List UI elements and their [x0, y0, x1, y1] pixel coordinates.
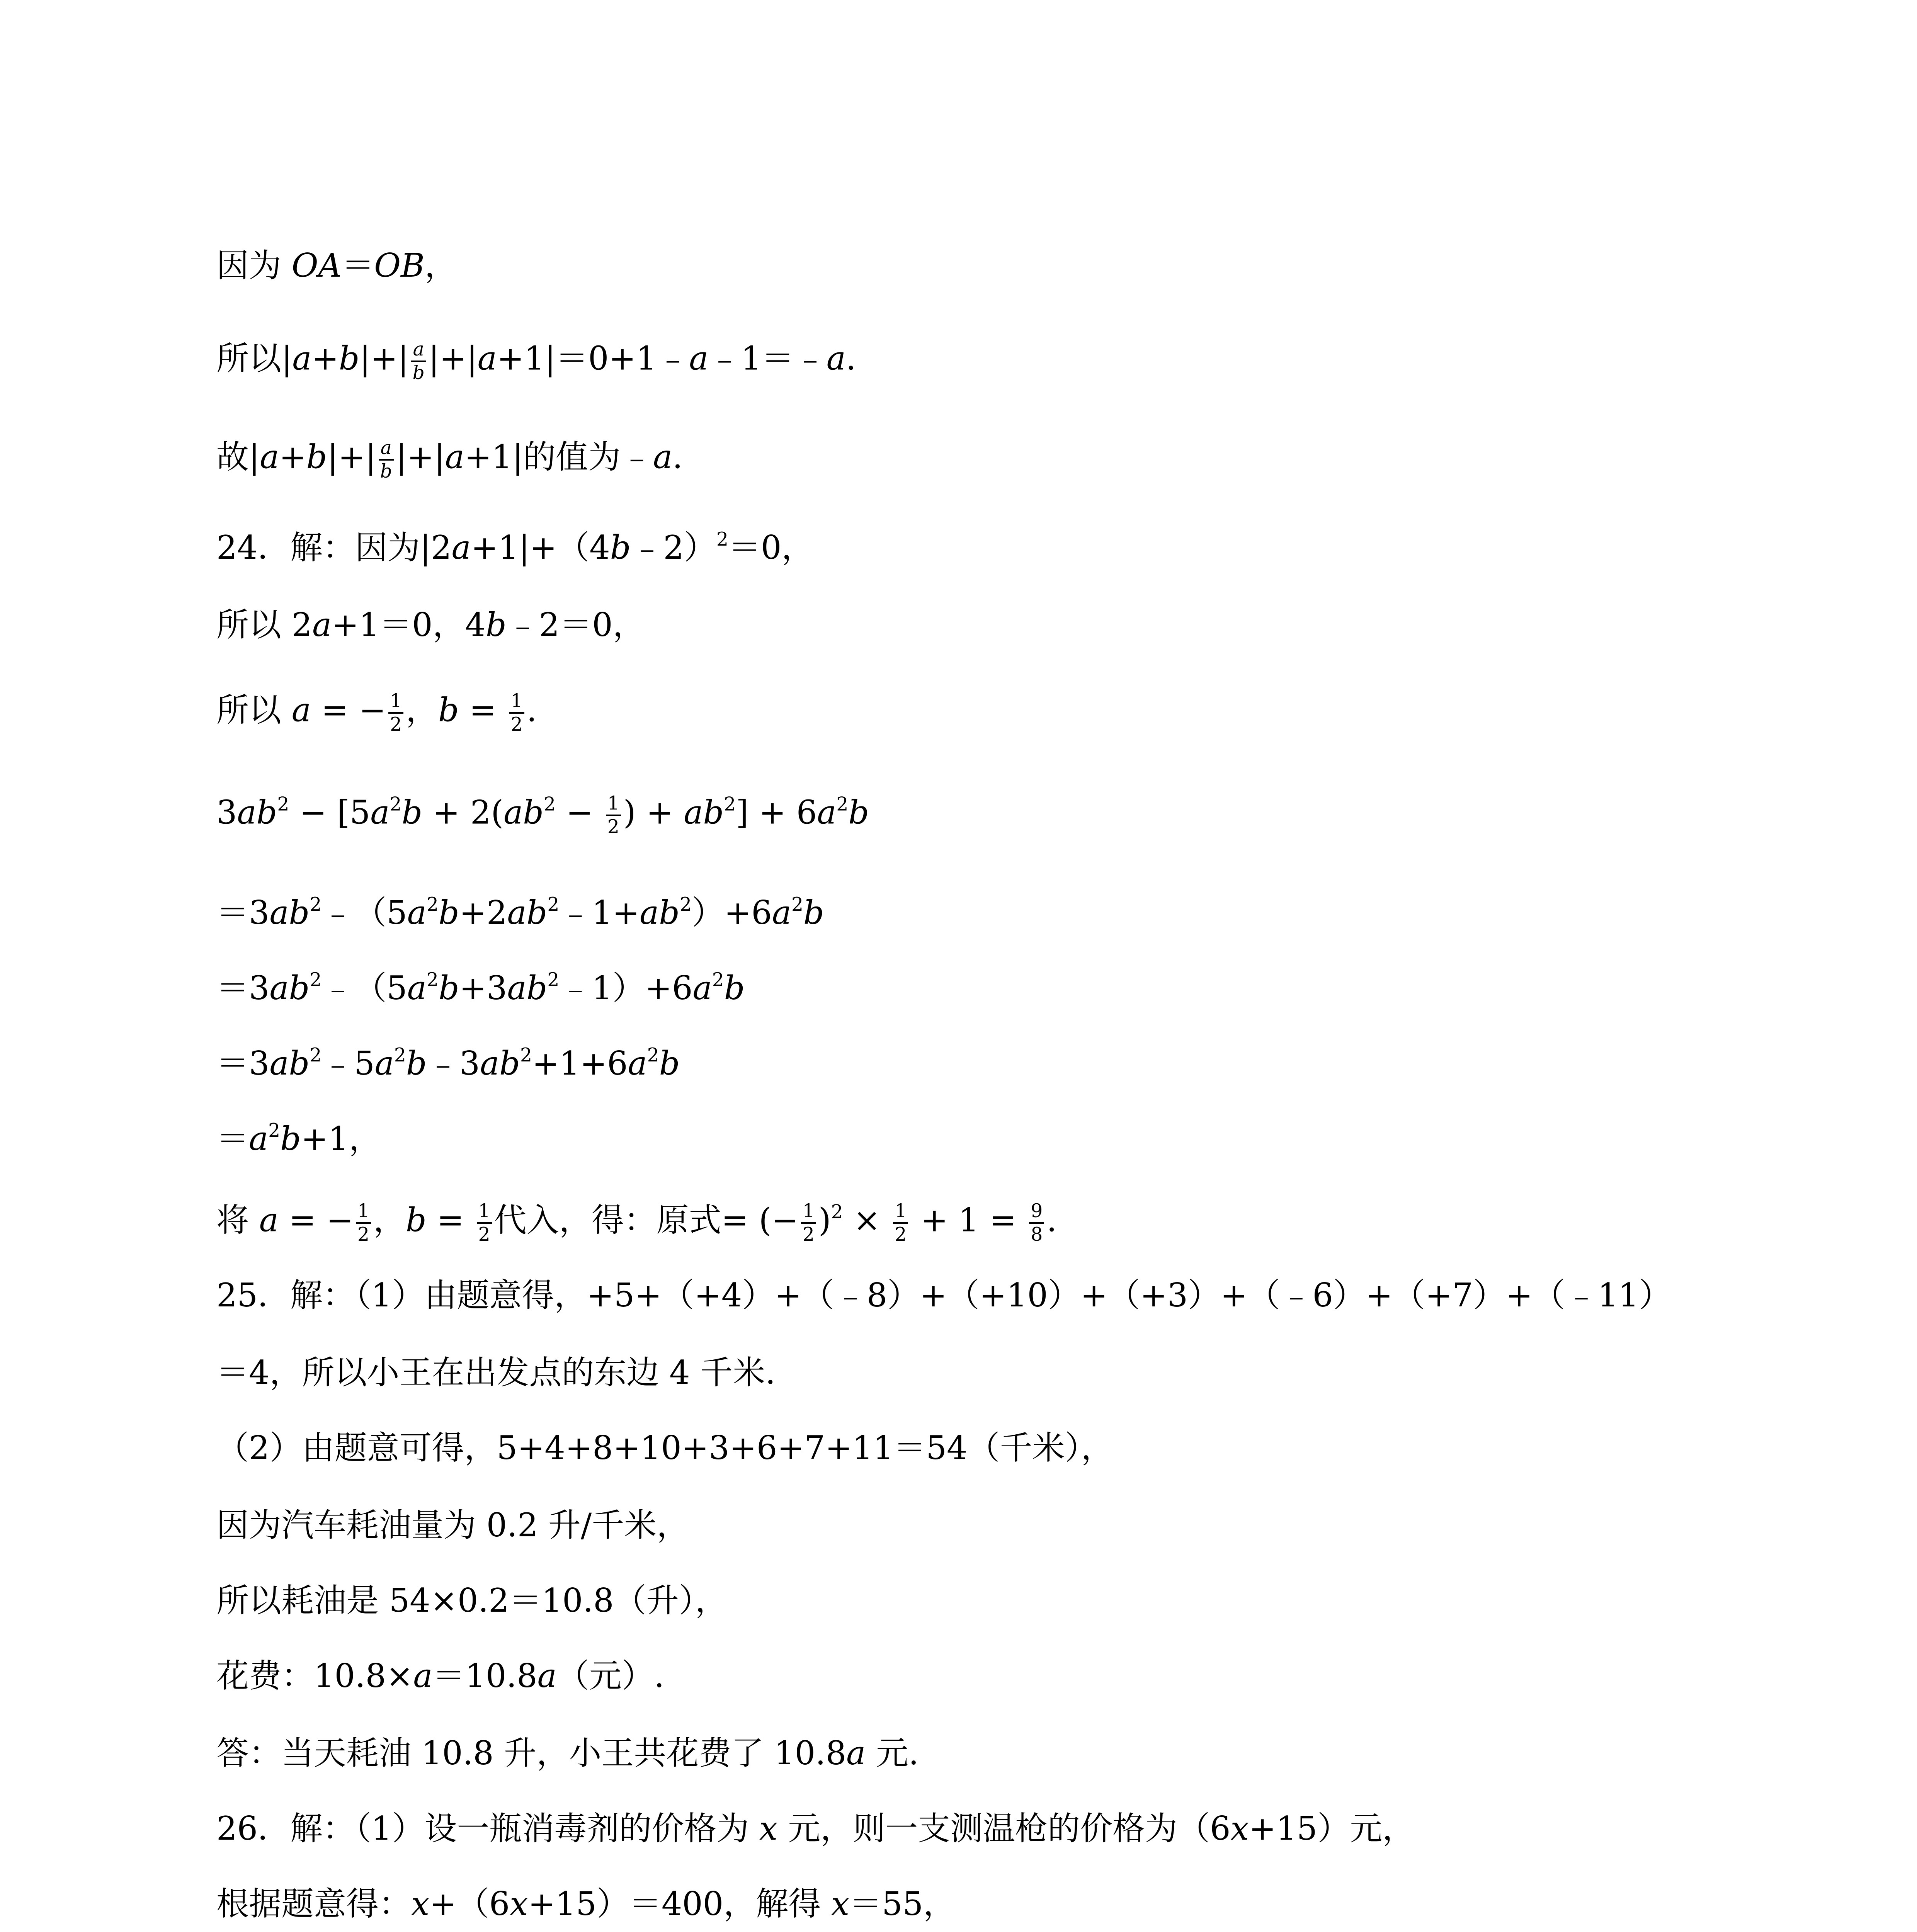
- text-line: 25．解：（1）由题意得，+5+（+4）+（﹣8）+（+10）+（+3）+（﹣6）+（+7）+（﹣11）: [216, 1276, 1672, 1314]
- text-line: $=3ab^2﹣(5a^2b+3ab^2﹣1)+6a^2b$: [216, 969, 745, 1007]
- text-line: $=a^2b+1$，: [216, 1119, 381, 1158]
- text-line: $=3ab^2﹣(5a^2b+2ab^2﹣1+ab^2)+6a^2b$: [216, 893, 824, 932]
- text-line: ＝4，所以小王在出发点的东边 4 千米.: [216, 1354, 776, 1391]
- text-line: 所以 a = − $\frac{1}{2}$ ，b = $\frac{1}{2}$ .: [216, 690, 537, 735]
- text-line: $=3ab^2﹣5a^2b﹣3ab^2+1+6a^2b$: [216, 1044, 680, 1082]
- text-line: 将 a = − $\frac{1}{2}$ ，b = $\frac{1}{2}$ 代入，得：原式= (− $\frac{1}{2}$ )$^2$ × $\frac{1}{2}$ + 1 = $\frac{9}{8}$ .: [216, 1200, 1057, 1245]
- text-line: （2）由题意可得，5+4+8+10+3+6+7+11＝54（千米），: [216, 1429, 1114, 1467]
- text-line: 答：当天耗油 10.8 升，小王共花费了 10.8a 元.: [216, 1734, 919, 1772]
- text-line: 故|a+b|+| $\frac{a}{b}$ |+|a+1|的值为﹣a.: [216, 437, 683, 482]
- text-line: 所以 2a+1＝0，4b﹣2＝0，: [216, 606, 645, 644]
- text-line: 24．解：因为|2a+1|+（4b﹣2）$^2$＝0，: [216, 528, 814, 566]
- text-line: 根据题意得：x+（6x+15）＝400，解得 x＝55，: [216, 1885, 956, 1923]
- text-line: 因为汽车耗油量为 0.2 升/千米，: [216, 1506, 689, 1544]
- text-line: $3ab^2 - [5a^2b + 2(ab^2$ − $\frac{1}{2}$ ) + $ab^2] + 6a^2b$: [216, 793, 869, 838]
- text-line: 因为 OA＝OB，: [216, 247, 457, 284]
- text-line: 花费：10.8×a＝10.8a（元）.: [216, 1657, 665, 1695]
- text-line: 所以耗油是 54×0.2＝10.8（升），: [216, 1582, 728, 1619]
- text-line: 所以|a+b|+| $\frac{a}{b}$ |+|a+1|＝0+1﹣a﹣1＝﹣a.: [216, 338, 856, 384]
- text-line: 26．解：（1）设一瓶消毒剂的价格为 x 元，则一支测温枪的价格为（6x+15）元，: [216, 1810, 1415, 1847]
